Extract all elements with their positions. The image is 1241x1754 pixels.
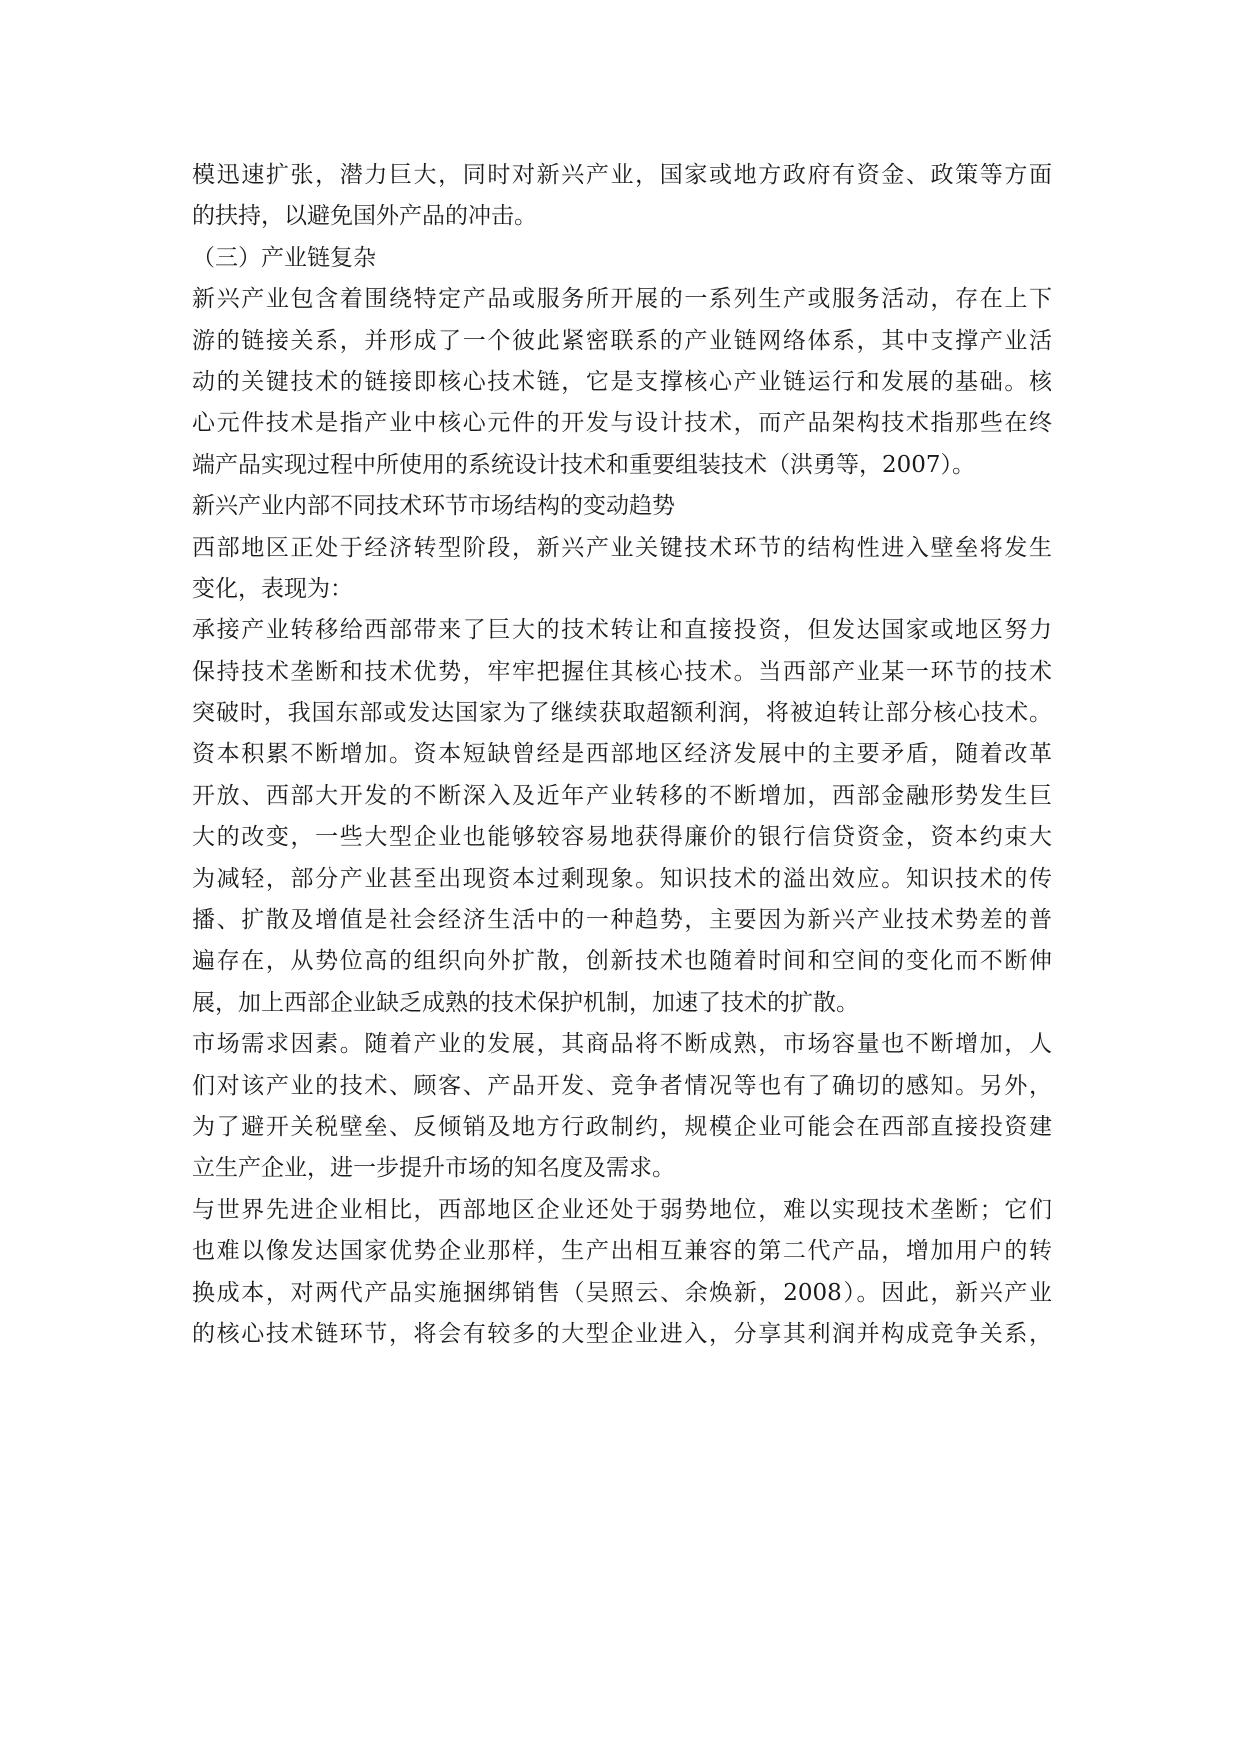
- text-line: 为了避开关税壁垒、反倾销及地方行政制约，规模企业可能会在西部直接投资建: [192, 1113, 1052, 1140]
- text-line: 大的改变，一些大型企业也能够较容易地获得廉价的银行信贷资金，资本约束大: [192, 824, 1052, 851]
- text-line: 心元件技术是指产业中核心元件的开发与设计技术，而产品架构技术指那些在终: [192, 410, 1052, 437]
- text-line: 的核心技术链环节，将会有较多的大型企业进入，分享其利润并构成竞争关系，: [192, 1320, 1052, 1347]
- text-line: 游的链接关系，并形成了一个彼此紧密联系的产业链网络体系，其中支撑产业活: [192, 327, 1052, 354]
- body-text: [192, 155, 1052, 1355]
- text-line: 端产品实现过程中所使用的系统设计技术和重要组装技术（洪勇等，2007）。: [192, 451, 976, 478]
- text-line: 的扶持，以避免国外产品的冲击。: [192, 203, 537, 230]
- text-line: （三）产业链复杂: [192, 244, 376, 271]
- text-line: 资本积累不断增加。资本短缺曾经是西部地区经济发展中的主要矛盾，随着改革: [192, 741, 1052, 768]
- text-line: 们对该产业的技术、顾客、产品开发、竞争者情况等也有了确切的感知。另外，: [192, 1072, 1052, 1099]
- text-line: 展，加上西部企业缺乏成熟的技术保护机制，加速了技术的扩散。: [192, 989, 859, 1016]
- text-line: 开放、西部大开发的不断深入及近年产业转移的不断增加，西部金融形势发生巨: [192, 782, 1052, 809]
- text-line: 换成本，对两代产品实施捆绑销售（吴照云、余焕新，2008）。因此，新兴产业: [192, 1279, 1052, 1306]
- text-line: 突破时，我国东部或发达国家为了继续获取超额利润，将被迫转让部分核心技术。: [192, 700, 1052, 727]
- text-line: 变化，表现为：: [192, 575, 353, 602]
- text-line: 遍存在，从势位高的组织向外扩散，创新技术也随着时间和空间的变化而不断伸: [192, 948, 1052, 975]
- text-line: 与世界先进企业相比，西部地区企业还处于弱势地位，难以实现技术垄断；它们: [192, 1196, 1052, 1223]
- text-line: 也难以像发达国家优势企业那样，生产出相互兼容的第二代产品，增加用户的转: [192, 1238, 1052, 1265]
- text-line: 立生产企业，进一步提升市场的知名度及需求。: [192, 1155, 675, 1182]
- text-line: 模迅速扩张，潜力巨大，同时对新兴产业，国家或地方政府有资金、政策等方面: [192, 162, 1052, 188]
- text-line: 市场需求因素。随着产业的发展，其商品将不断成熟，市场容量也不断增加，人: [192, 1031, 1052, 1058]
- text-line: 播、扩散及增值是社会经济生活中的一种趋势，主要因为新兴产业技术势差的普: [192, 907, 1052, 934]
- text-line: 新兴产业内部不同技术环节市场结构的变动趋势: [192, 493, 675, 520]
- text-line: 动的关键技术的链接即核心技术链，它是支撑核心产业链运行和发展的基础。核: [192, 368, 1052, 395]
- text-line: 承接产业转移给西部带来了巨大的技术转让和直接投资，但发达国家或地区努力: [192, 617, 1052, 644]
- text-line: 为减轻，部分产业甚至出现资本过剩现象。知识技术的溢出效应。知识技术的传: [192, 865, 1052, 892]
- text-line: 新兴产业包含着围绕特定产品或服务所开展的一系列生产或服务活动，存在上下: [192, 286, 1052, 313]
- text-line: 保持技术垄断和技术优势，牢牢把握住其核心技术。当西部产业某一环节的技术: [192, 658, 1052, 685]
- text-line: 西部地区正处于经济转型阶段，新兴产业关键技术环节的结构性进入壁垒将发生: [192, 534, 1052, 561]
